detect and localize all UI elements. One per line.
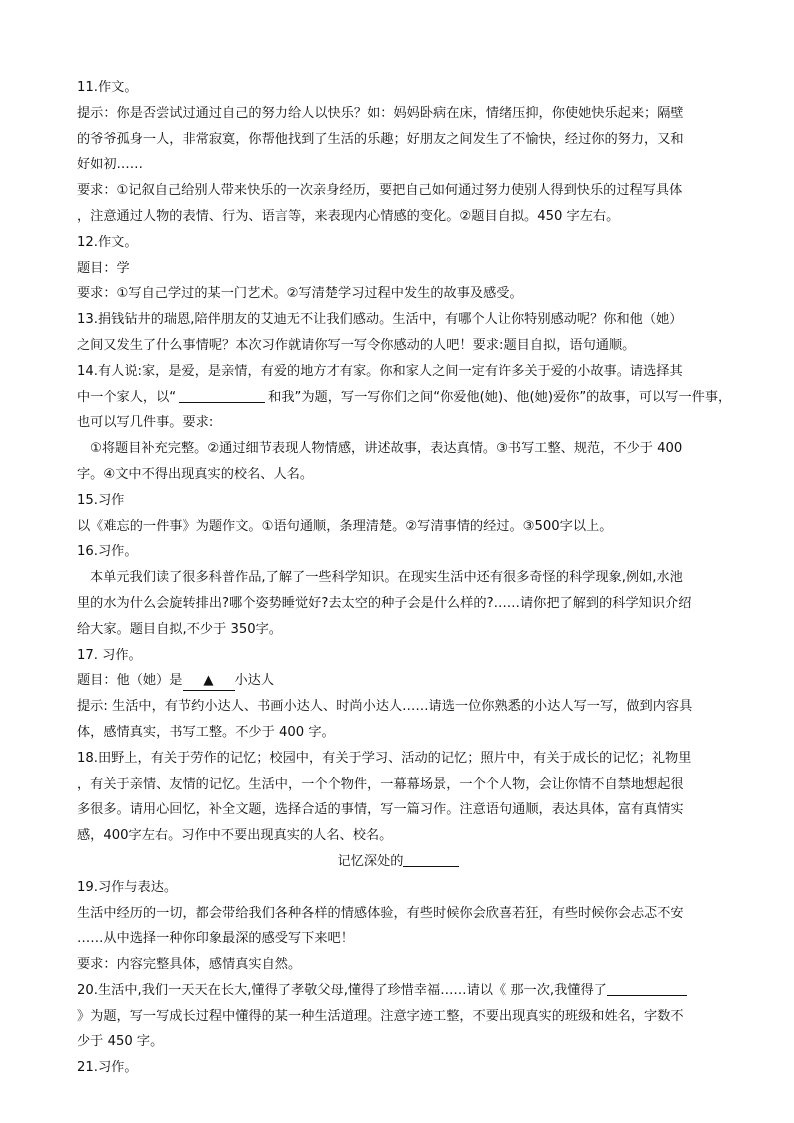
q11-hint-line: 的爷爷孤身一人，非常寂寞，你帮他找到了生活的乐趣；好朋友之间发生了不愉快，经过你的努力，又和 xyxy=(77,131,684,147)
q14-requirement-line: ①将题目补充完整。②通过细节表现人物情感，讲述故事，表达真情。③书写工整、规范，不少于 400 xyxy=(90,441,683,457)
q18-line: 18.田野上，有关于劳作的记忆；校园中，有关于学习、活动的记忆；照片中，有关于成长的记忆；礼物里 xyxy=(77,750,692,766)
q21-title: 21.习作。 xyxy=(77,1060,138,1076)
q12-requirement: 要求：①写自己学过的某一门艺术。②写清楚学习过程中发生的故事及感受。 xyxy=(77,286,523,302)
q20-line-with-blank xyxy=(77,978,720,1004)
q19-line: 生活中经历的一切，都会带给我们各种各样的情感体验，有些时候你会欣喜若狂，有些时候你会忐忑不安 xyxy=(77,905,684,921)
document-content xyxy=(77,75,732,1081)
q13-line: 13.捐钱钻井的瑞恩,陪伴朋友的艾迪无不让我们感动。生活中，有哪个人让你特别感动呢？你和他（她） xyxy=(77,312,683,328)
fill-in-blank xyxy=(403,852,459,867)
q14-line: 14.有人说:家，是爱，是亲情，有爱的地方才有家。你和家人之间一定有许多关于爱的小故事。请选择其 xyxy=(77,363,683,379)
q19-line: ……从中选择一种你印象最深的感受写下来吧！ xyxy=(77,931,354,947)
q14-requirement-line: 字。④文中不得出现真实的校名、人名。 xyxy=(77,466,314,482)
q16-line: 里的水为什么会旋转排出?哪个姿势睡觉好?去太空的种子会是什么样的?……请你把了解到的科学知识介绍 xyxy=(77,595,692,611)
q16-title: 16.习作。 xyxy=(77,544,138,560)
q18-title-text: 记忆深处的 xyxy=(337,853,404,869)
q19-requirement: 要求：内容完整具体，感情真实自然。 xyxy=(77,957,302,973)
q17-title: 17. 习作。 xyxy=(77,647,142,663)
q18-essay-title xyxy=(77,849,720,875)
q11-hint-line: 提示：你是否尝试过通过自己的努力给人以快乐？如：妈妈卧病在床，情绪压抑，你使她快乐起来；隔壁 xyxy=(77,105,684,121)
q15-body: 以《难忘的一件事》为题作文。①语句通顺，条理清楚。②写清事情的经过。③500字以上。 xyxy=(77,518,613,534)
q11-hint-line: 好如初…… xyxy=(77,157,143,173)
q13-line: 之间又发生了什么事情呢？本次习作就请你写一写令你感动的人吧！要求:题目自拟，语句通顺。 xyxy=(77,337,636,353)
q15-title: 15.习作 xyxy=(77,492,125,508)
q17-topic-text: 题目：他（她）是 xyxy=(77,673,183,689)
triangle-mark: ▲ xyxy=(183,672,235,691)
q11-requirement-line: ，注意通过人物的表情、行为、语言等，来表现内心情感的变化。②题目自拟。450 字左右。 xyxy=(77,208,620,224)
q11-requirement-line: 要求：①记叙自己给别人带来快乐的一次亲身经历，要把自己如何通过努力使别人得到快乐的过程写具体 xyxy=(77,183,683,199)
fill-in-blank xyxy=(179,388,265,403)
q20-line: 少于 450 字。 xyxy=(77,1034,164,1050)
q14-text: 和我”为题，写一写你们之间“你爱他(她)、他(她)爱你”的故事，可以写一件事， xyxy=(268,389,732,405)
q20-text: 20.生活中,我们一天天在长大,懂得了孝敬父母,懂得了珍惜幸福……请以《 那一次,我懂得了 xyxy=(77,982,607,998)
q17-hint-line: 体，感情真实，书写工整。不少于 400 字。 xyxy=(77,724,335,740)
q14-text: 中一个家人，以“ xyxy=(77,389,177,405)
q19-title: 19.习作与表达。 xyxy=(77,879,178,895)
q18-line: 感，400字左右。习作中不要出现真实的人名、校名。 xyxy=(77,828,393,844)
q12-topic: 题目：学 xyxy=(77,260,130,276)
q18-line: 多很多。请用心回忆，补全文题，选择合适的事情，写一篇习作。注意语句通顺，表达具体，富有真情实 xyxy=(77,802,684,818)
q18-line: ，有关于亲情、友情的记忆。生活中，一个个物件，一幕幕场景，一个个人物，会让你情不自禁地想起很 xyxy=(77,776,684,792)
q17-topic-text: 小达人 xyxy=(234,673,275,689)
q17-topic xyxy=(77,668,720,694)
q17-hint-line: 提示: 生活中，有节约小达人、书画小达人、时尚小达人……请选一位你熟悉的小达人写一写，做到内容具 xyxy=(77,699,693,715)
fill-in-blank xyxy=(607,981,687,996)
q14-line-with-blank xyxy=(77,385,732,411)
q12-title: 12.作文。 xyxy=(77,234,138,250)
q16-line: 给大家。题目自拟,不少于 350字。 xyxy=(77,621,282,637)
q11-title: 11.作文。 xyxy=(77,80,138,95)
q16-line: 本单元我们读了很多科普作品,了解了一些科学知识。在现实生活中还有很多奇怪的科学现象,例如,水池 xyxy=(90,570,683,586)
q20-line: 》为题，写一写成长过程中懂得的某一种生活道理。注意字迹工整，不要出现真实的班级和姓名，字数不 xyxy=(77,1008,684,1024)
q14-line: 也可以写几件事。要求: xyxy=(77,415,214,431)
